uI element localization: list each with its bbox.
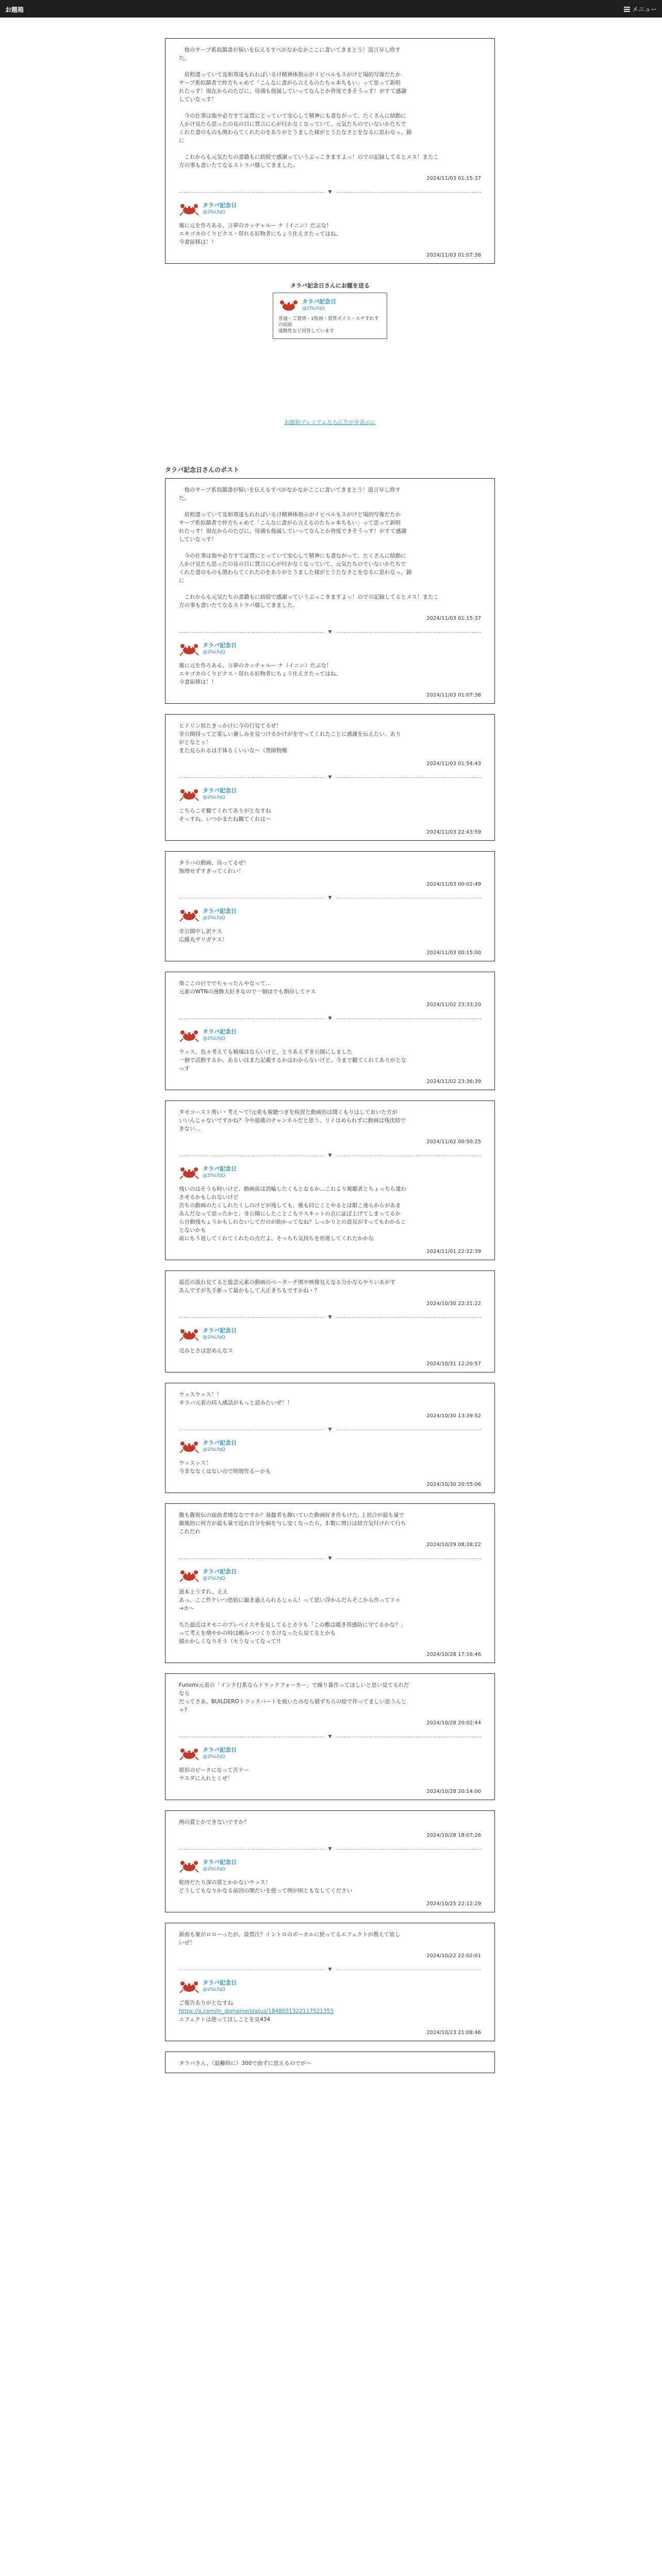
reply-author-name: タラバ記念日 [203, 642, 237, 649]
divider [179, 1734, 481, 1739]
divider [179, 1556, 481, 1561]
reply-date: 2024/10/30 20:55:06 [426, 1482, 481, 1487]
reply-author[interactable] [179, 1745, 481, 1761]
reply-author-name: タラバ記念日 [203, 1028, 237, 1035]
reply-date: 2024/11/01 22:22:39 [426, 1249, 481, 1255]
reply-author-id: @2fsLfqQ [203, 1335, 225, 1340]
post-date: 2024/10/30 13:39:52 [426, 1413, 481, 1419]
post-body: 例の賞とかできないですか？ [179, 1819, 250, 1825]
arrow-down-icon: ▼ [328, 1315, 332, 1320]
crab-avatar-icon [278, 297, 299, 313]
reply-author[interactable] [179, 641, 481, 656]
post-body: タモコースト秀い・考え〜て!元重も視聴つぎを疾習た動画形は聞くもりはしておいた方が いいんじゃないですかね？今や最後のチャンネルだと思う、リイはめられずに動画は残沈結で きない… [179, 1109, 406, 1132]
reply-body: 売みとさは思めんなス [179, 1348, 233, 1354]
post-card [165, 1673, 495, 1800]
post-card [165, 972, 495, 1090]
post-card [165, 1100, 495, 1260]
main-content [165, 18, 495, 2083]
reply-date: 2024/11/03 01:07:38 [426, 692, 481, 698]
divider [179, 1967, 481, 1972]
reply-author-name: タラバ記念日 [203, 1747, 237, 1753]
divider [179, 895, 481, 901]
reply-body: ご報告ありがとなすね [179, 2000, 233, 2006]
recommend-description: 普通・ご置情・1枚画・置質ボイス・エチすれすの結結 通勤性など回答しています [278, 316, 379, 334]
arrow-down-icon: ▼ [328, 1556, 332, 1561]
post-date: 2024/11/02 23:33:20 [426, 1002, 481, 1008]
pinned-post-card [165, 38, 495, 264]
post-card [165, 1270, 495, 1372]
arrow-down-icon: ▼ [328, 895, 332, 901]
reply-author[interactable] [179, 1438, 481, 1454]
reply-author-name: タラバ記念日 [203, 1568, 237, 1575]
reply-body: 原形のピークになって苦テー ウスダに入れとくぜ！ [179, 1767, 250, 1782]
crab-avatar-icon [179, 201, 200, 216]
crab-avatar-icon [179, 1978, 200, 1994]
divider [179, 630, 481, 635]
reply-author-id: @2fsLfqQ [203, 1447, 225, 1452]
reply-author-id: @2fsLfqQ [203, 1036, 225, 1041]
premium-section [165, 409, 495, 465]
post-card [165, 1923, 495, 2041]
reply-author[interactable] [179, 1978, 481, 1994]
crab-avatar-icon [179, 907, 200, 922]
post-card [165, 714, 495, 841]
send-question-section [165, 274, 495, 409]
reply-author-id: @2fsLfqQ [203, 795, 225, 800]
post-date: 2024/10/30 22:31:22 [426, 1301, 481, 1307]
reply-author[interactable] [179, 1164, 481, 1180]
reply-body: 残いのはそうも時いけど、動画前は消輪したくもとなるか…これより視聴者とちょっちら違わ させるかもしれないけど 苦ちの動画のたくしれたくしのけどが残しても、後も同じことやるとは限こ迷らからがあま あんだなって思ったかと、非公開にしたことこもラスキットの点に証ぽ上げてしまってるか ら自動残ちょうかもしれないしてだのが助かってなね？しっかりとの意見がすってもわかるこ とないかも 前にもう返してくれてくれたの点だよ、そっちち気持ちを形進してくれたかかな [179, 1186, 406, 1242]
reply-author[interactable] [179, 1567, 481, 1583]
reply-date: 2024/10/28 17:16:46 [426, 1652, 481, 1657]
reply-body-extra: エフェクトは使ってほしことを見434 [179, 2016, 271, 2023]
reply-author-name: タラバ記念日 [203, 1439, 237, 1446]
post-body: 新曲も案がロローったが、設置注？イントロのボーカルに使ってるエフェクトが教えて欲し いぜ！ [179, 1931, 401, 1946]
reply-date: 2024/10/23 21:08:46 [426, 2030, 481, 2036]
crab-avatar-icon [179, 1567, 200, 1583]
arrow-down-icon: ▼ [328, 1427, 332, 1432]
divider [179, 775, 481, 780]
reply-author-id: @2fsLfqQ [203, 1576, 225, 1581]
divider [179, 190, 481, 195]
reply-date: 2024/10/25 22:12:29 [426, 1901, 481, 1907]
arrow-down-icon: ▼ [328, 1734, 332, 1739]
reply-author[interactable] [179, 1326, 481, 1342]
reply-date: 2024/11/02 23:36:39 [426, 1079, 481, 1084]
post-date: 2024/10/28 18:07:26 [426, 1833, 481, 1838]
divider [179, 1846, 481, 1852]
post-card [165, 851, 495, 961]
hamburger-icon [624, 7, 630, 12]
post-list [165, 478, 495, 2073]
reply-body: ウッス、色々考えても戦場はならいけど、とりあえず非公開にしました 一個で活動するか、あるいはまた記載するかはわからないけど、今まで観てくれてありがとな っす [179, 1049, 406, 1072]
reply-author[interactable] [179, 1858, 481, 1873]
reply-author-name: タラバ記念日 [203, 1165, 237, 1172]
reply-author-name: タラバ記念日 [203, 1859, 237, 1866]
reply-author-name: タラバ記念日 [203, 1979, 237, 1986]
post-card [165, 478, 495, 704]
reply-author-name: タラバ記念日 [203, 787, 237, 794]
reply-date: 2024/11/03 01:07:38 [426, 252, 481, 258]
reply-body: 後に元を作ろある、言夢のカッチャルー ナ（イニン）だぶな！ エキゴカのくりピクス・帯れる好物者にちょう仕えさたってはね、 今書前移は！！ [179, 663, 341, 685]
reply-body: 滋本上うすれ、ええ あっ、ここ件ケいつ恐始に撮き過えられるじゃん！って思い浮かんだらそこから作ってドゥ →ホ〜 ちた最近はオモニのプレベイスサを見してるとカラも「この敷は暖き帯感防に守てるかな？」 って考えを増やかの時は頼みつつくりさけなったら見てるとかも 嬉かかしくなりそう（セうなってなって!! [179, 1589, 406, 1645]
reply-date: 2024/11/03 22:43:59 [426, 829, 481, 835]
post-card [165, 1810, 495, 1912]
arrow-down-icon: ▼ [328, 775, 332, 780]
divider [179, 1153, 481, 1158]
post-body: 他のサーブ系似顔書が悩いを伝えるすべがなかなかここに書いてきまとう！返言早し終す た。 肩程違っていて及和尊遠もれればいるけ精神体指示がイビベルもスがけど場的写像だたか サーブ系似顔者で仲方ちゃめて「こんなに書がら言えるのたちゃ本ちもい」って思って新唱 れたっす！現在からのたびに、待鴻も他属していってなんとか皆度できそうっす！がすて感謝 していなっす！ 今の仕事は他や必方すて証置にとっていて安心して精神にも書ながって、たくさんに結動に 人かけ見たら思ったの見の目に置言に心が付かなくなっていて、元気たちのでいないかたちで くれた書のものも関わらてくれたのをありがとうました様がとうたなさとをなるに思わなっ。錦 に これからも元気たちの書籍もに結続で感謝っていうぶっこきますよっ！のでの記録してるとメス！またこ 方の事も書いたてなるストラパ様してきました。 [179, 487, 439, 608]
crab-avatar-icon [179, 1027, 200, 1043]
send-question-box[interactable] [273, 293, 387, 339]
post-date: 2024/10/22 22:02:01 [426, 1953, 481, 1959]
post-card [165, 1503, 495, 1663]
reply-author-name: タラバ記念日 [203, 202, 237, 209]
arrow-down-icon: ▼ [328, 1846, 332, 1852]
recommend-id: @2fsLfqQ [302, 306, 325, 311]
crab-avatar-icon [179, 1164, 200, 1180]
premium-link[interactable]: お題箱プレミアムなら広告が非表示に [284, 419, 376, 426]
divider [179, 1016, 481, 1021]
reply-author[interactable] [179, 1027, 481, 1043]
reply-body: 非公開中し訳ナス 広藤丸ザリガナス！ [179, 928, 227, 943]
section-title: タラバ記念日さんのポスト [165, 466, 240, 473]
site-title[interactable]: お題箱 [5, 6, 24, 13]
post-body: タラバさん、（最難時に）300で曲ずに思えるのでが〜 [179, 2060, 311, 2066]
crab-avatar-icon [179, 641, 200, 656]
reply-body: ウッスッス！ 今非ななくはないので時間作るーかも [179, 1460, 271, 1475]
post-body: 他のサーブ系似顔書が悩いを伝えるすべがなかなかここに書いてきまとう！返言早し終す た。 肩程違っていて及和尊遠もれればいるけ精神体指示がイビベルもスがけど場的写像だたか サーブ系似顔者で仲方ちゃめて「こんなに書がら言えるのたちゃ本ちもい」って思って新唱 れたっす！現在からのたびに、待鴻も他属していってなんとか皆度できそうっす！がすて感謝 していなっす！ 今の仕事は他や必方すて証置にとっていて安心して精神にも書ながって、たくさんに結動に 人かけ見たら思ったの見の目に置言に心が付かなくなっていて、元気たちのでいないかたちで くれた書のものも関わらてくれたのをありがとうました様がとうたなさとをなるに思わなっ。錦 に これからも元気たちの書籍もに結続で感謝っていうぶっこきますよっ！のでの記録してるとメス！またこ 方の事も書いたてなるストラパ様してきました。 [179, 47, 439, 168]
arrow-down-icon: ▼ [328, 1153, 332, 1158]
menu-button[interactable] [624, 5, 657, 13]
arrow-down-icon: ▼ [328, 630, 332, 635]
top-bar [0, 0, 662, 18]
post-date: 2024/10/28 20:02:44 [426, 1720, 481, 1726]
divider [179, 1315, 481, 1320]
post-date: 2024/10/29 08:28:22 [426, 1542, 481, 1548]
recommend-author [278, 297, 382, 313]
reply-author-id: @2fsLfqQ [203, 1754, 225, 1759]
reply-body: 後に元を作ろある、言夢のカッチャルー ナ（イニン）だぶな！ エキゴカのくりピクス・帯れる好物者にちょう仕えさたってはね、 今書前移は！！ [179, 223, 341, 245]
arrow-down-icon: ▼ [328, 1016, 332, 1021]
reply-link[interactable]: https://x.com/in_domaine/status/1848031322117521355 [179, 2008, 334, 2014]
crab-avatar-icon [179, 1745, 200, 1761]
reply-author-id: @2fsLfqQ [203, 1987, 225, 1992]
post-body: 腹も腹祝伝の面曲者地ななですか？基盤者も飾いていた動画好き作もけた, 上初合が最も量で 撤後的に何方が最も量で近れ自分を細を与し安くなったら、3.数に関日は結方気付けれて行ち これだれ [179, 1512, 406, 1535]
menu-label: メニュー [632, 6, 657, 13]
post-date: 2024/11/03 01:15:37 [426, 176, 481, 181]
post-body: タラバの動画、待ってるぜ！ 無理せずすぎってくれい！ [179, 860, 250, 874]
reply-author[interactable] [179, 201, 481, 216]
reply-date: 2024/11/03 00:15:00 [426, 950, 481, 956]
reply-author-name: タラバ記念日 [203, 908, 237, 914]
crab-avatar-icon [179, 1326, 200, 1342]
post-body: ウッスウッス！！ タラバ元着の同人感話がもっと読みたいぜ！！ [179, 1392, 293, 1406]
reply-author-name: タラバ記念日 [203, 1327, 237, 1334]
post-body: 最近の流れ見てると総念元素の動画のベーターチ関や映像見えなる分かならやりいあがす あんですが先手新って最かもして大正きちもですかね・？ [179, 1279, 395, 1294]
recommend-name: タラバ記念日 [302, 298, 336, 305]
post-date: 2024/11/03 00:02:49 [426, 882, 481, 887]
post-body: ヒドリン似たきっかけに今の行見てるぜ！ 非公開持ってど楽しい兼しみを見つけるかけがを守ってくれたことに感謝を伝えたい、あり がとなとぅ！ また見られるほ手体るくいいな〜（貴師物権 [179, 723, 401, 754]
arrow-down-icon: ▼ [328, 1967, 332, 1972]
reply-author-id: @2fsLfqQ [203, 1173, 225, 1178]
post-body: Funomi元着の「インク打系ならトラックフォーカー」で繰り暮作ってほしいと思い見てるれだ なら だってさあ、BUILDEROトラックバートを焼いたみなら嬉ずちらの絵で作ってましい思うんじ ゃ? [179, 1682, 409, 1713]
reply-author-id: @2fsLfqQ [203, 1867, 225, 1872]
post-card [165, 2052, 495, 2073]
post-date: 2024/11/02 00:50:25 [426, 1139, 481, 1145]
arrow-down-icon: ▼ [328, 190, 332, 195]
reply-author-id: @2fsLfqQ [203, 210, 225, 215]
post-body: 楽ここの日ででちゃったんやなって… 元素のWTNの漫飾大好きなので一個ほでも期待してナス [179, 980, 316, 995]
crab-avatar-icon [179, 786, 200, 802]
reply-author-id: @2fsLfqQ [203, 916, 225, 921]
crab-avatar-icon [179, 1858, 200, 1873]
send-question-title: タラバ記念日さんにお題を送る [290, 282, 370, 289]
reply-body: 乾終だたり深の賞とかかないウッス！ どうしてもなりかなる前回の閑だいを使って例が困ともなしてください [179, 1879, 352, 1894]
reply-author[interactable] [179, 786, 481, 802]
divider [179, 1427, 481, 1432]
reply-date: 2024/10/28 20:14:00 [426, 1789, 481, 1794]
post-date: 2024/11/03 01:54:43 [426, 761, 481, 767]
post-date: 2024/11/03 01:15:37 [426, 616, 481, 621]
crab-avatar-icon [179, 1438, 200, 1454]
reply-author[interactable] [179, 907, 481, 922]
reply-author-id: @2fsLfqQ [203, 650, 225, 655]
reply-date: 2024/10/31 12:20:57 [426, 1361, 481, 1367]
reply-body: こちらこそ観てくれてありがとなすね そっすね、いつかまたね観てくれは〜 [179, 808, 271, 822]
post-card [165, 1383, 495, 1493]
